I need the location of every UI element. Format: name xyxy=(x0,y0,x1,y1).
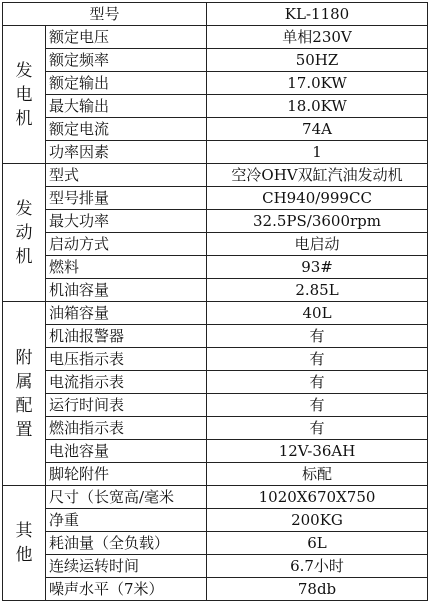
spec-label: 油箱容量 xyxy=(46,302,207,325)
table-row xyxy=(3,486,428,509)
table-row xyxy=(3,348,428,371)
table-row xyxy=(3,210,428,233)
spec-value: 标配 xyxy=(207,463,428,486)
table-row xyxy=(3,371,428,394)
spec-value: 空冷OHV双缸汽油发动机 xyxy=(207,164,428,187)
spec-value: 有 xyxy=(207,394,428,417)
spec-value: 有 xyxy=(207,371,428,394)
spec-label: 电压指示表 xyxy=(46,348,207,371)
group-label-char: 发 xyxy=(15,60,33,81)
spec-value: 32.5PS/3600rpm xyxy=(207,210,428,233)
table-row xyxy=(3,555,428,578)
spec-value: CH940/999CC xyxy=(207,187,428,210)
spec-value: 有 xyxy=(207,325,428,348)
spec-value: 50HZ xyxy=(207,49,428,72)
spec-label: 型号排量 xyxy=(46,187,207,210)
spec-value: 12V-36AH xyxy=(207,440,428,463)
table-row xyxy=(3,394,428,417)
spec-label: 机油报警器 xyxy=(46,325,207,348)
spec-value: 1 xyxy=(207,141,428,164)
spec-label: 燃油指示表 xyxy=(46,417,207,440)
spec-label: 额定频率 xyxy=(46,49,207,72)
group-label-accessories xyxy=(3,302,46,486)
table-row xyxy=(3,49,428,72)
model-header-value: KL-1180 xyxy=(207,3,428,26)
table-row xyxy=(3,164,428,187)
table-row xyxy=(3,118,428,141)
table-row xyxy=(3,302,428,325)
spec-value: 有 xyxy=(207,348,428,371)
table-row xyxy=(3,279,428,302)
spec-label: 最大功率 xyxy=(46,210,207,233)
spec-value: 40L xyxy=(207,302,428,325)
spec-label: 额定电压 xyxy=(46,26,207,49)
group-label-engine xyxy=(3,164,46,302)
group-label-other xyxy=(3,486,46,601)
table-row xyxy=(3,72,428,95)
table-row xyxy=(3,256,428,279)
table-row xyxy=(3,187,428,210)
group-label-char: 发 xyxy=(15,198,33,219)
group-label-char: 动 xyxy=(15,222,33,243)
spec-value: 6L xyxy=(207,532,428,555)
spec-label: 电池容量 xyxy=(46,440,207,463)
group-label-char: 其 xyxy=(15,521,33,541)
table-row xyxy=(3,440,428,463)
table-row xyxy=(3,417,428,440)
group-label-char: 机 xyxy=(15,246,33,267)
spec-value: 74A xyxy=(207,118,428,141)
spec-value: 单相230V xyxy=(207,26,428,49)
table-row xyxy=(3,463,428,486)
table-row xyxy=(3,578,428,601)
table-row xyxy=(3,325,428,348)
spec-label: 耗油量（全负载） xyxy=(46,532,207,555)
spec-label: 运行时间表 xyxy=(46,394,207,417)
spec-value: 6.7小时 xyxy=(207,555,428,578)
spec-value: 电启动 xyxy=(207,233,428,256)
model-header-label: 型号 xyxy=(3,3,207,26)
spec-value: 有 xyxy=(207,417,428,440)
table-row xyxy=(3,141,428,164)
spec-label: 额定电流 xyxy=(46,118,207,141)
table-row xyxy=(3,26,428,49)
spec-label: 型式 xyxy=(46,164,207,187)
spec-label: 尺寸（长宽高/毫米 xyxy=(46,486,207,509)
spec-label: 噪声水平（7米） xyxy=(46,578,207,601)
spec-value: 18.0KW xyxy=(207,95,428,118)
spec-value: 78db xyxy=(207,578,428,601)
spec-label: 额定输出 xyxy=(46,72,207,95)
spec-table-body xyxy=(3,3,428,601)
group-label-char: 机 xyxy=(15,108,33,129)
spec-value: 200KG xyxy=(207,509,428,532)
spec-label: 机油容量 xyxy=(46,279,207,302)
model-header-row xyxy=(3,3,428,26)
table-row xyxy=(3,95,428,118)
spec-table xyxy=(2,2,428,601)
spec-value: 93# xyxy=(207,256,428,279)
spec-label: 脚轮附件 xyxy=(46,463,207,486)
spec-label: 最大输出 xyxy=(46,95,207,118)
spec-label: 连续运转时间 xyxy=(46,555,207,578)
table-row xyxy=(3,233,428,256)
group-label-char: 附 xyxy=(15,347,33,368)
group-label-char: 置 xyxy=(15,419,33,440)
table-row xyxy=(3,509,428,532)
group-label-generator xyxy=(3,26,46,164)
spec-label: 功率因素 xyxy=(46,141,207,164)
group-label-char: 电 xyxy=(15,84,33,105)
group-label-char: 他 xyxy=(15,545,33,565)
group-label-char: 属 xyxy=(15,371,33,392)
spec-label: 净重 xyxy=(46,509,207,532)
spec-value: 17.0KW xyxy=(207,72,428,95)
table-row xyxy=(3,532,428,555)
spec-label: 电流指示表 xyxy=(46,371,207,394)
spec-value: 1020X670X750 xyxy=(207,486,428,509)
spec-label: 燃料 xyxy=(46,256,207,279)
spec-label: 启动方式 xyxy=(46,233,207,256)
group-label-char: 配 xyxy=(15,395,33,416)
spec-value: 2.85L xyxy=(207,279,428,302)
